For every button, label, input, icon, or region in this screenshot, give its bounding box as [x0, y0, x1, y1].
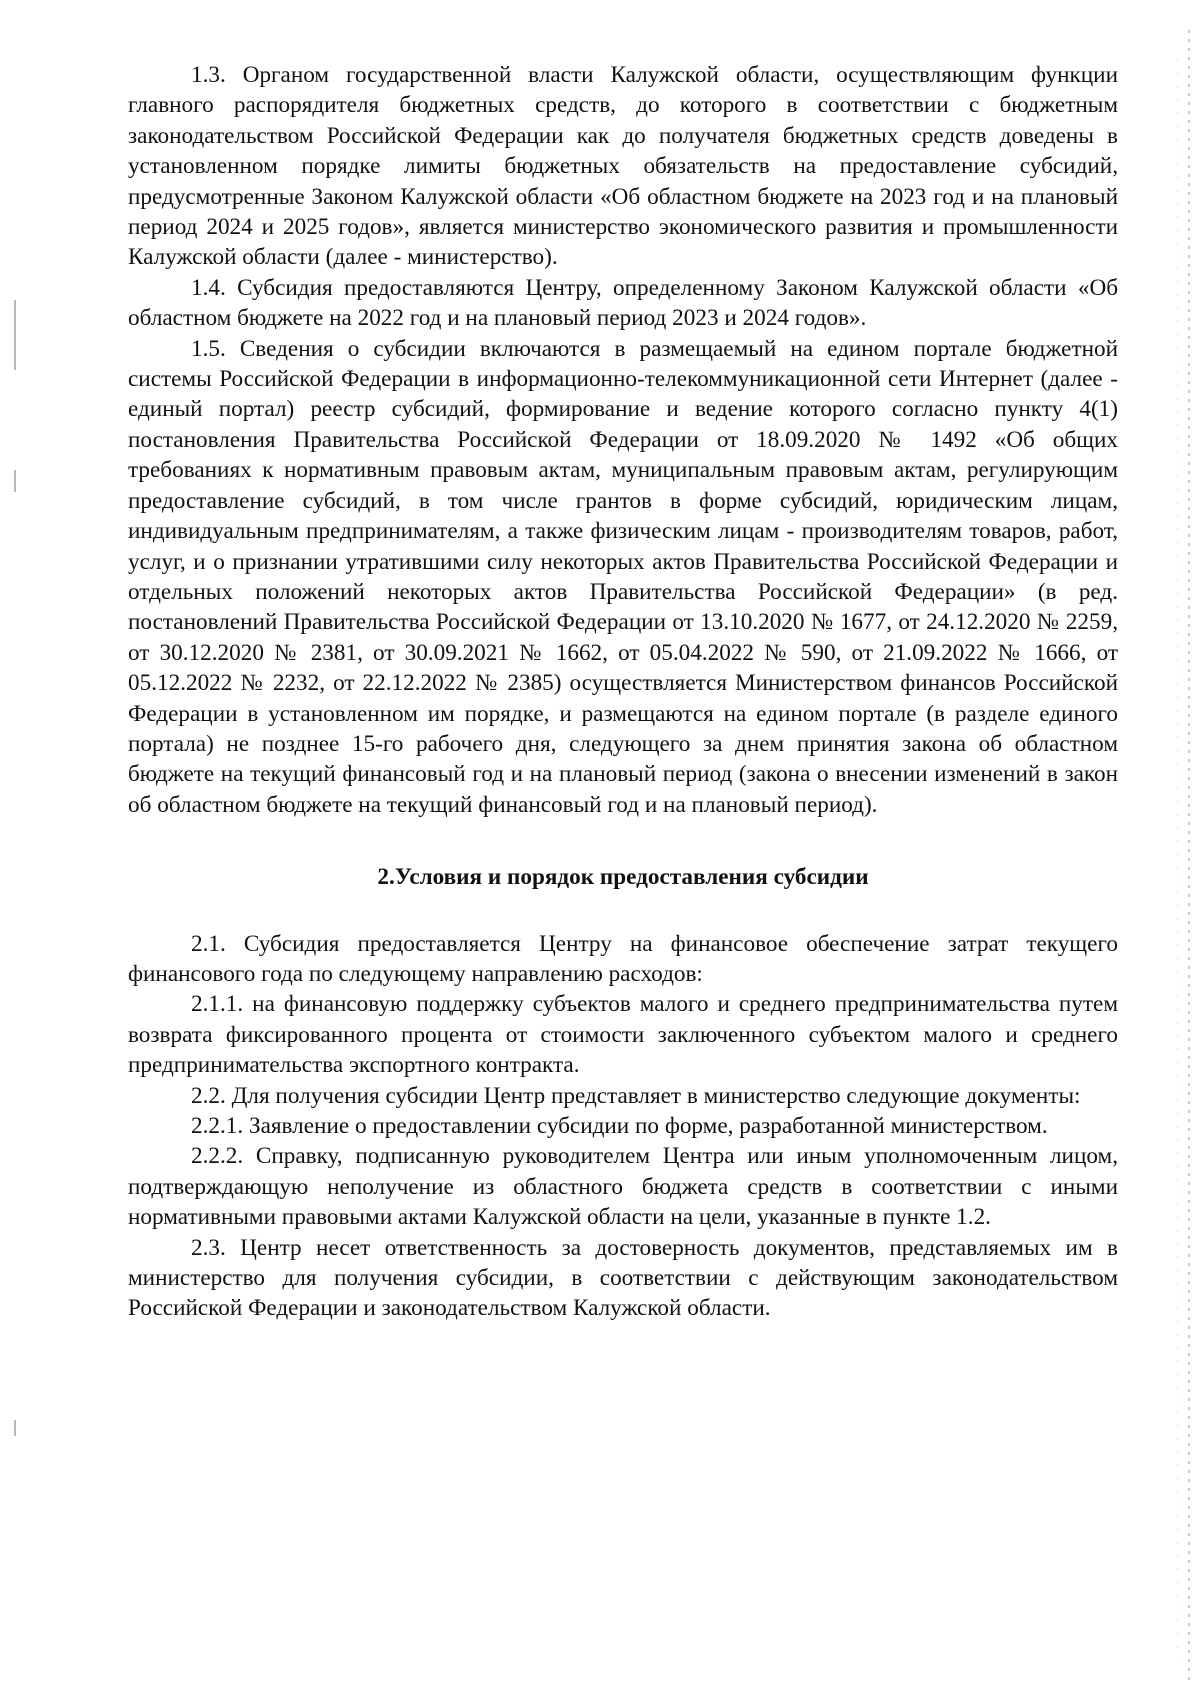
- section-2-heading: 2.Условия и порядок предоставления субсидии: [377, 864, 869, 891]
- paragraph-2-1-1: 2.1.1. на финансовую поддержку субъектов малого и среднего предпринимательства путем возврата фиксированного процента от стоимости заключенного субъектом малого и среднего предпринимательства экспортного контракта.: [128, 991, 1118, 1079]
- paragraph-2-1: 2.1. Субсидия предоставляется Центру на финансовое обеспечение затрат текущего финансового года по следующему направлению расходов:: [128, 930, 1118, 987]
- paragraph-2-2-2: 2.2.2. Справку, подписанную руководителем Центра или иным уполномоченным лицом, подтверждающую неполучение из областного бюджета средств в соответствии с иными нормативными правовыми актами Калужской области на цели, указанные в пункте 1.2.: [128, 1143, 1118, 1231]
- scan-edge-artifact-right-inner: [1177, 60, 1178, 1660]
- paragraph-2-2: 2.2. Для получения субсидии Центр представляет в министерство следующие документы:: [191, 1082, 1081, 1109]
- paragraph-2-2-1: 2.2.1. Заявление о предоставлении субсидии по форме, разработанной министерством.: [191, 1113, 1048, 1139]
- paragraph-2-3: 2.3. Центр несет ответственность за достоверность документов, представляемых им в министерство для получения субсидии, в соответствии с действующим законодательством Российской Федерации и законодательством Калужской области.: [128, 1234, 1118, 1322]
- scan-edge-artifact-left: [14, 300, 16, 370]
- paragraph-1-3: 1.3. Органом государственной власти Калужской области, осуществляющим функции главного распорядителя бюджетных средств, до которого в соответствии с бюджетным законодательством Российской Федерации как до получателя бюджетных средств доведены в установленном порядке лимиты бюджетных обязательств на предоставление субсидий, предусмотренные Законом Калужской области «Об областном бюджете на 2023 год и на плановый период 2024 и 2025 годов», является министерство экономического развития и промышленности Калужской области (далее - министерство).: [128, 62, 1118, 271]
- scan-edge-artifact-right: [1188, 30, 1190, 1680]
- scan-edge-artifact-left: [14, 1420, 16, 1436]
- paragraph-1-4: 1.4. Субсидия предоставляются Центру, определенному Законом Калужской области «Об областном бюджете на 2022 год и на плановый период 2023 и 2024 годов».: [128, 274, 1118, 332]
- document-body: [128, 60, 1118, 1324]
- paragraph-1-5: 1.5. Сведения о субсидии включаются в размещаемый на едином портале бюджетной системы Российской Федерации в информационно-телекоммуникационной сети Интернет (далее - единый портал) реестр субсидий, формирование и ведение которого согласно пункту 4(1) постановления Правительства Российской Федерации от 18.09.2020 № 1492 «Об общих требованиях к нормативным правовым актам, муниципальным правовым актам, регулирующим предоставление субсидий, в том числе грантов в форме субсидий, юридическим лицам, индивидуальным предпринимателям, а также физическим лицам - производителям товаров, работ, услуг, и о признании утратившими силу некоторых актов Правительства Российской Федерации и отдельных положений некоторых актов Правительства Российской Федерации» (в ред. постановлений Правительства Российской Федерации от 13.10.2020 № 1677, от 24.12.2020 № 2259, от 30.12.2020 № 2381, от 30.09.2021 № 1662, от 05.04.2022 № 590, от 21.09.2022 № 1666, от 05.12.2022 № 2232, от 22.12.2022 № 2385) осуществляется Министерством финансов Российской Федерации в установленном им порядке, и размещаются на едином портале (в разделе единого портала) не позднее 15-го рабочего дня, следующего за днем принятия закона об областном бюджете на текущий финансовый год и на плановый период (закона о внесении изменений в закон об областном бюджете на текущий финансовый год и на плановый период).: [128, 335, 1118, 818]
- scan-edge-artifact-left: [14, 470, 16, 492]
